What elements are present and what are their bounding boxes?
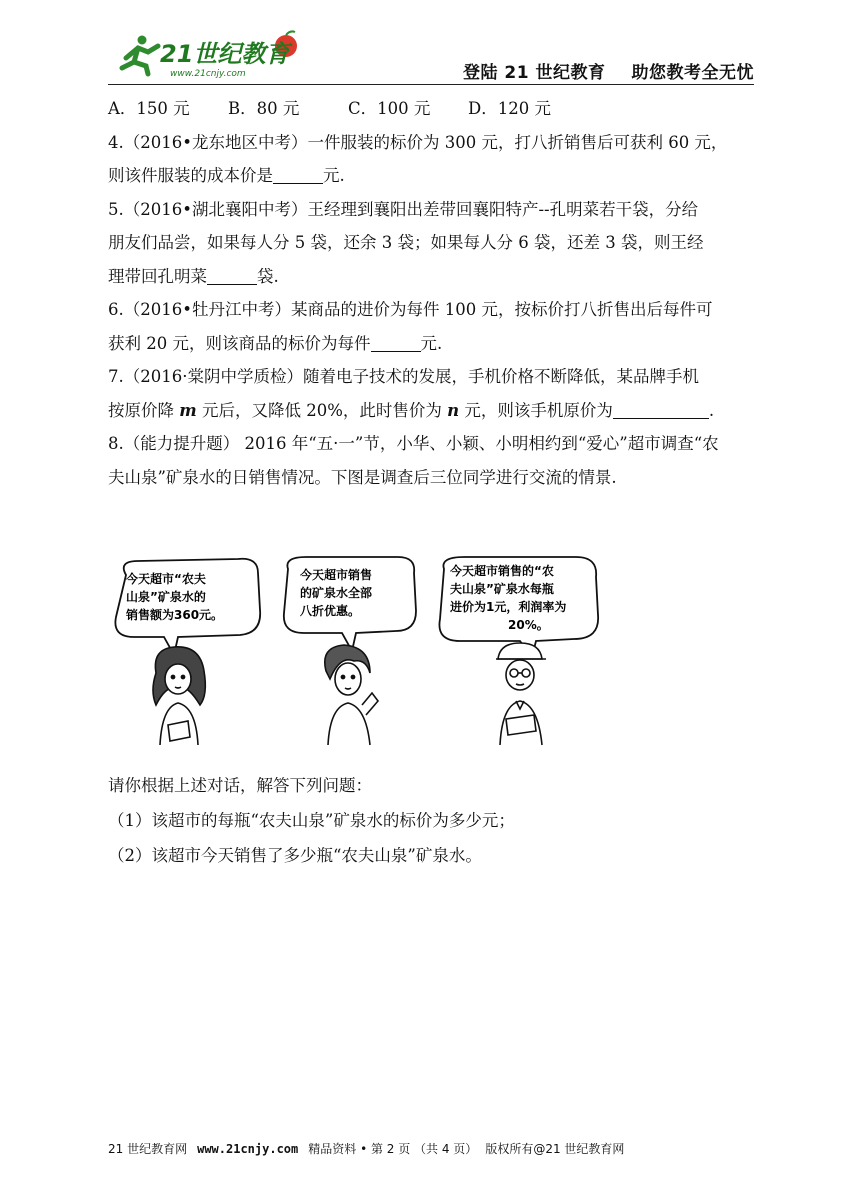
sub-question-1: （1）该超市的每瓶“农夫山泉”矿泉水的标价为多少元； [108, 811, 515, 830]
option-d: D．120 元 [468, 99, 551, 118]
header-divider [108, 84, 754, 85]
bubble-2-text: 今天超市销售 的矿泉水全部 八折优惠。 [300, 568, 373, 618]
q8-line1: 8.（能力提升题） 2016 年“五·一”节，小华、小颖、小明相约到“爱心”超市调查“农 [108, 434, 719, 453]
page-footer [108, 1140, 754, 1157]
q7-text-c: 元，则该手机原价为 [459, 400, 613, 420]
answer-options [108, 92, 754, 126]
logo-wordmark: 21世纪教育 [160, 40, 290, 68]
q4-unit: 元. [323, 166, 345, 185]
bubble-1-text: 今天超市“农夫 山泉”矿泉水的 销售额为360元。 [126, 572, 224, 622]
q7-end: . [708, 400, 715, 420]
q4-text: 则该件服装的成本价是 [108, 166, 273, 185]
sub-question-2: （2）该超市今天销售了多少瓶“农夫山泉”矿泉水。 [108, 846, 482, 865]
footer-page-info: 精品资料 • 第 2 页 （共 4 页） [308, 1142, 478, 1156]
q5-line2: 朋友们品尝，如果每人分 5 袋，还余 3 袋；如果每人分 6 袋，还差 3 袋，则王经 [108, 233, 704, 252]
character-xiaoying [325, 645, 378, 745]
comic-illustration [108, 555, 618, 750]
q6-line1: 6.（2016•牡丹江中考）某商品的进价为每件 100 元，按标价打八折售出后每件可 [108, 300, 713, 319]
option-b: B．80 元 [228, 99, 300, 118]
bubble-3-text: 今天超市销售的“农 夫山泉”矿泉水每瓶 进价为1元，利润率为 20%。 [450, 564, 567, 632]
q5-text: 理带回孔明菜 [108, 266, 207, 286]
q6-line2 [108, 327, 754, 361]
footer-copyright: 版权所有@21 世纪教育网 [485, 1142, 625, 1156]
site-logo [108, 28, 308, 80]
q6-text: 获利 20 元，则该商品的标价为每件 [108, 333, 371, 353]
q7-line2 [108, 394, 754, 428]
slogan-left: 登陆 21 世纪教育 [463, 63, 606, 83]
slogan-right: 助您教考全无忧 [631, 63, 754, 83]
page-header [108, 28, 754, 84]
q7-answer-blank [613, 396, 709, 419]
q4-line2 [108, 159, 754, 193]
exercise-content [108, 92, 754, 494]
q4-line1: 4.（2016•龙东地区中考）一件服装的标价为 300 元，打八折销售后可获利 60 元， [108, 132, 728, 152]
header-slogan [463, 58, 754, 83]
q5-line1: 5.（2016•湖北襄阳中考）王经理到襄阳出差带回襄阳特产--孔明菜若干袋，分给 [108, 199, 699, 219]
q5-answer-blank [207, 262, 257, 285]
q7-var-n: n [447, 400, 460, 420]
option-a: A．150 元 [108, 99, 190, 118]
q5-line3 [108, 260, 754, 294]
footer-site-link[interactable]: www.21cnjy.com [197, 1142, 299, 1156]
q6-unit: 元. [420, 333, 443, 353]
character-xiaoming [496, 643, 546, 745]
character-xiaohua [153, 647, 205, 745]
q8-line2: 夫山泉”矿泉水的日销售情况。下图是调查后三位同学进行交流的情景. [108, 467, 617, 487]
q7-line1: 7.（2016·棠阴中学质检）随着电子技术的发展，手机价格不断降低，某品牌手机 [108, 367, 699, 386]
q5-unit: 袋. [257, 266, 279, 286]
option-c: C．100 元 [348, 99, 431, 118]
logo-url: www.21cnjy.com [170, 69, 246, 79]
sub-questions [108, 768, 754, 873]
footer-brand: 21 世纪教育网 [108, 1142, 188, 1156]
questions-intro: 请你根据上述对话，解答下列问题： [108, 776, 372, 795]
q7-var-m: m [179, 400, 197, 420]
q6-answer-blank [371, 329, 421, 352]
q4-answer-blank [273, 161, 323, 184]
q7-text-b: 元后，又降低 20%，此时售价为 [196, 400, 448, 420]
q7-text-a: 按原价降 [108, 400, 180, 420]
